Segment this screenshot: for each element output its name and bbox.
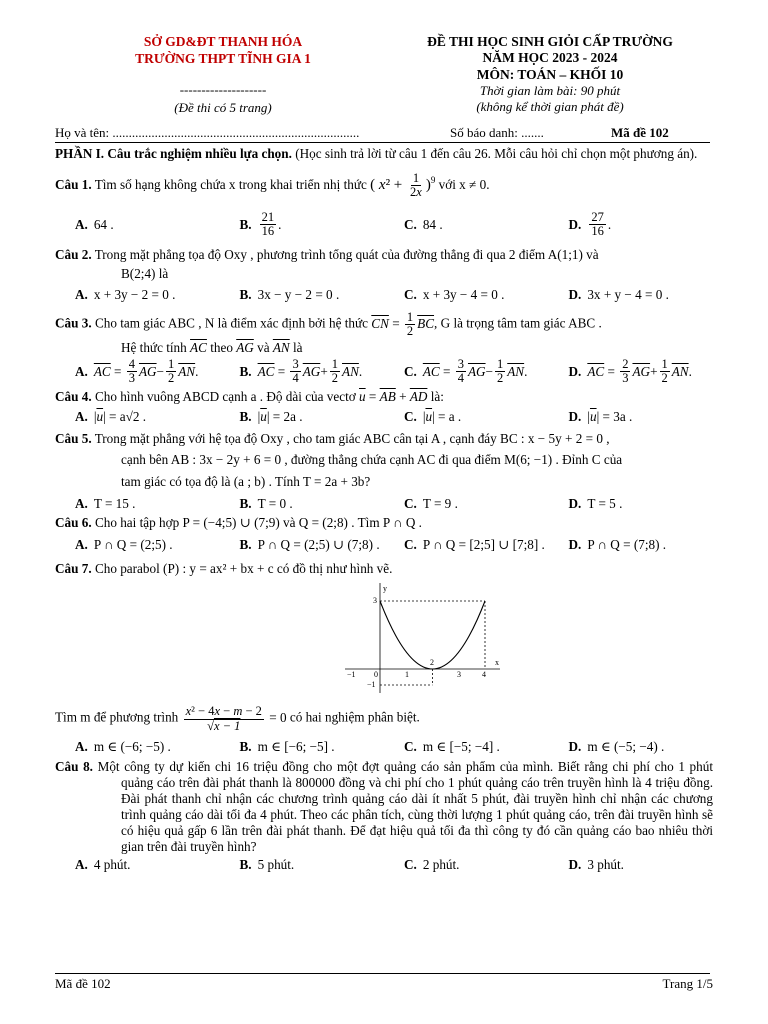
option-text: x + 3y − 4 = 0 . [422, 286, 505, 302]
part1-title: PHẦN I. Câu trắc nghiệm nhiều lựa chọn. [55, 146, 292, 161]
option-letter: B. [239, 495, 252, 511]
option-letter: A. [75, 286, 88, 302]
option-d[interactable]: D. $\overline{AC}$ = $\frac{2}{3}$ $\overline{AG}$ + $\frac{1}{2}$ $\overline{AN}$ . [568, 357, 692, 386]
question-label: Câu 6. [55, 515, 92, 531]
exam-content [55, 144, 713, 873]
option-letter: C. [404, 286, 417, 302]
question-label: Câu 8. [55, 758, 93, 774]
tick-x-3: 3 [457, 670, 461, 680]
option-text: m ∈ (−6; −5) . [93, 738, 171, 754]
question-text-tail: với x ≠ 0. [435, 177, 490, 193]
question-text: Cho hai tập hợp P = (−4;5) ∪ (7;9) và Q = (2;8) . Tìm P ∩ Q . [91, 515, 422, 531]
option-d[interactable] [549, 537, 714, 553]
question-8 [55, 759, 713, 856]
option-text: T = 15 . [93, 495, 136, 511]
option-d[interactable]: D. | $\overline{u}$ | = 3a . [568, 408, 633, 424]
relation-cn: $\overline{CN}$ = $\frac{1}{2}$ $\overline{BC}$ [371, 309, 435, 338]
option-b[interactable] [220, 739, 385, 755]
option-text: 4 phút. [93, 857, 131, 873]
option-a[interactable] [55, 537, 220, 553]
option-text: = a√2 . [109, 408, 147, 424]
question-4-options [55, 409, 713, 425]
option-text: = 3a . [602, 408, 633, 424]
option-c[interactable] [384, 496, 549, 512]
option-text: = a . [438, 408, 462, 424]
option-letter: A. [75, 537, 88, 553]
option-text: 3x − y − 2 = 0 . [257, 286, 340, 302]
option-letter: A. [75, 857, 88, 873]
subject: MÔN: TOÁN – KHỐI 10 [476, 66, 624, 82]
option-c[interactable] [384, 739, 549, 755]
question-text-line2: Hệ thức tính $\overline{AC}$ theo $\overline{AG}$ và $\overline{AN}$ là [121, 340, 303, 356]
option-text: P ∩ Q = (2;5) ∪ (7;8) . [257, 537, 380, 553]
option-b[interactable]: B. $\frac{21}{16}$ . [239, 210, 282, 239]
option-text: m ∈ (−5; −4) . [587, 738, 665, 754]
exam-time: Thời gian làm bài: 90 phút [479, 83, 621, 99]
option-b[interactable] [220, 496, 385, 512]
question-text: Cho parabol (P) : y = ax² + bx + c có đồ thị như hình vẽ. [91, 561, 393, 577]
exam-title: ĐỀ THI HỌC SINH GIỎI CẤP TRƯỜNG [427, 34, 673, 49]
text-part: và [257, 340, 270, 356]
option-letter: A. [75, 216, 88, 232]
footer-exam-code: Mã đề 102 [55, 976, 111, 991]
option-text: T = 5 . [587, 495, 623, 511]
option-c[interactable] [384, 857, 549, 873]
candidate-line [55, 125, 715, 143]
question-5 [55, 431, 713, 490]
option-d[interactable] [549, 739, 714, 755]
option-letter: A. [75, 363, 88, 379]
question-1 [55, 172, 713, 199]
question-5-options [55, 496, 713, 512]
question-text: Trong mặt phẳng với hệ tọa độ Oxy , cho tam giác ABC cân tại A , cạnh đáy BC : x − 5y + 2 = 0 , [91, 430, 610, 446]
school-name: TRƯỜNG THPT TĨNH GIA 1 [135, 51, 311, 67]
option-text: P ∩ Q = (7;8) . [587, 537, 667, 553]
option-c[interactable] [384, 537, 549, 553]
question-label: Câu 2. [55, 246, 92, 262]
tick-x-1: 1 [405, 670, 409, 680]
option-text: 3x + y − 4 = 0 . [587, 286, 669, 302]
part1-instructions: (Học sinh trả lời từ câu 1 đến câu 26. Mỗi câu hỏi chỉ chọn một phương án). [291, 146, 698, 161]
option-letter: D. [568, 537, 582, 553]
question-1-options [55, 211, 713, 238]
y-axis-label: y [383, 584, 387, 594]
option-c[interactable] [384, 217, 549, 233]
option-letter: B. [239, 363, 252, 379]
exam-code: Mã đề 102 [611, 125, 669, 140]
option-letter: A. [75, 408, 88, 424]
option-c[interactable] [384, 287, 549, 303]
option-b[interactable] [220, 537, 385, 553]
option-letter: B. [239, 857, 252, 873]
question-4 [55, 389, 713, 405]
option-letter: D. [568, 738, 582, 754]
question-label: Câu 4. [55, 389, 92, 405]
option-letter: D. [568, 286, 582, 302]
option-letter: C. [404, 537, 417, 553]
dept-name: SỞ GD&ĐT THANH HÓA [143, 34, 303, 49]
option-letter: D. [568, 408, 582, 424]
option-text: 3 phút. [587, 857, 624, 873]
header-dashes: -------------------- [179, 81, 267, 97]
question-label: Câu 1. [55, 177, 92, 193]
header-right [395, 34, 705, 115]
candidate-id-label: Số báo danh: ....... [450, 125, 544, 140]
question-3 [55, 311, 713, 356]
tick-y-3: 3 [373, 596, 377, 606]
text-part: Hệ thức tính [121, 340, 187, 356]
question-7-options [55, 739, 713, 755]
option-letter: D. [568, 363, 582, 379]
vector-u: $\overline{u} = \overline{AB} + \overline{AD}$ [359, 389, 428, 405]
option-letter: C. [404, 857, 417, 873]
question-text: Cho hình vuông ABCD cạnh a . Độ dài của vectơ [91, 389, 356, 405]
text-part: theo [210, 340, 233, 356]
question-8-options [55, 857, 713, 873]
question-label: Câu 5. [55, 430, 92, 446]
option-text: x + 3y − 2 = 0 . [93, 286, 176, 302]
question-text-line2: B(2;4) là [121, 265, 169, 281]
option-letter: B. [239, 537, 252, 553]
question-ask-tail: có hai nghiệm phân biệt. [286, 710, 420, 726]
question-ask: Tìm m để phương trình [55, 710, 179, 726]
option-b[interactable]: B. | $\overline{u}$ | = 2a . [239, 408, 303, 424]
option-text: = 2a . [272, 408, 303, 424]
option-text: m ∈ [−6; −5] . [257, 738, 335, 754]
option-text: T = 9 . [422, 495, 458, 511]
option-letter: B. [239, 738, 252, 754]
school-year: NĂM HỌC 2023 - 2024 [482, 50, 618, 66]
binomial-expression: ( x² + $\frac{1}{2x}$ )$^9$ [370, 171, 436, 200]
x-axis-label: x [495, 658, 499, 668]
question-text: Tìm số hạng không chứa x trong khai triển nhị thức [91, 177, 367, 193]
text-part: là [293, 340, 303, 356]
option-text: 64 . [93, 216, 114, 232]
footer-page-number: Trang 1/5 [662, 976, 713, 991]
option-a[interactable] [55, 217, 220, 233]
option-letter: A. [75, 495, 88, 511]
option-letter: C. [404, 216, 417, 232]
option-c[interactable]: C. | $\overline{u}$ | = a . [404, 408, 462, 424]
question-label: Câu 3. [55, 315, 92, 331]
option-b[interactable] [220, 857, 385, 873]
question-2-options [55, 287, 713, 303]
equation: $\frac{\text{x² − 4x − m − 2}}{√x - 1}$ = 0 [185, 704, 287, 733]
tick-x-0: 0 [374, 670, 378, 680]
option-d[interactable] [549, 857, 714, 873]
option-letter: A. [75, 738, 88, 754]
question-text-line3: tam giác có tọa độ là (a ; b) . Tính T = 2a + 3b? [121, 473, 371, 489]
option-letter: B. [239, 408, 252, 424]
option-letter: D. [568, 495, 582, 511]
option-a[interactable]: A. $\overline{AC}$ = $\frac{4}{3}$ $\overline{AG}$ − $\frac{1}{2}$ $\overline{AN}$ . [75, 357, 199, 386]
footer-rule [55, 973, 710, 974]
option-letter: D. [568, 857, 582, 873]
option-letter: C. [404, 738, 417, 754]
question-text-line2: cạnh bên AB : 3x − 2y + 6 = 0 , đường thẳng chứa cạnh AC đi qua điểm M(6; −1) . Đỉnh C của [121, 451, 623, 467]
option-c[interactable]: C. $\overline{AC}$ = $\frac{3}{4}$ $\overline{AG}$ − $\frac{1}{2}$ $\overline{AN}$ . [404, 357, 528, 386]
option-letter: C. [404, 495, 417, 511]
option-d[interactable] [549, 496, 714, 512]
option-text: 84 . [422, 216, 443, 232]
tick-x-neg1: −1 [347, 670, 356, 680]
option-text: P ∩ Q = [2;5] ∪ [7;8] . [422, 537, 545, 553]
option-letter: C. [404, 408, 417, 424]
tick-x-4: 4 [482, 670, 486, 680]
option-a[interactable]: A. | $\overline{u}$ | = a√2 . [75, 408, 147, 424]
question-7-ask [55, 705, 713, 732]
question-label: Câu 7. [55, 561, 92, 577]
option-text: 5 phút. [257, 857, 295, 873]
parabola-graph [345, 581, 505, 693]
option-letter: B. [239, 216, 252, 232]
option-letter: B. [239, 286, 252, 302]
tick-x-2: 2 [430, 658, 434, 668]
option-letter: C. [404, 363, 417, 379]
option-text: P ∩ Q = (2;5) . [93, 537, 173, 553]
question-text-mid: , G là trọng tâm tam giác ABC . [434, 315, 602, 331]
option-a[interactable] [55, 287, 220, 303]
part1-heading [55, 146, 713, 162]
question-text: Cho tam giác ABC , N là điểm xác định bởi hệ thức [91, 315, 368, 331]
option-text: 2 phút. [422, 857, 460, 873]
option-d[interactable]: D. $\frac{27}{16}$ . [568, 210, 612, 239]
question-7 [55, 561, 713, 577]
option-text: T = 0 . [257, 495, 293, 511]
question-2 [55, 247, 713, 282]
candidate-name-label: Họ và tên: ............................................................................ [55, 125, 360, 140]
question-text: Một công ty dự kiến chi 16 triệu đồng cho một đợt quảng cáo sản phẩm của mình. Biết rằng chi phí cho 1 phút quảng cáo trên đài phát thanh là 800000 đồng và chi phí cho 1 phút quảng cáo trên truyền hình là 4 triệu đồng. Đài phát thanh chỉ nhận các chương trình quảng cáo dài ít nhất 5 phút, đài truyền hình chỉ nhận các chương trình quảng cáo dài tối đa 4 phút. Theo các phân tích, cùng thời lượng 1 phút quảng cáo, trên đài truyền hình sẽ có hiệu quả gấp 6 lần trên đài phát thanh. Để đạt hiệu quả tối đa thì công ty đó cần quảng cáo bao nhiêu thời gian trên đài truyền hình? [92, 758, 714, 855]
option-a[interactable] [55, 496, 220, 512]
option-a[interactable] [55, 739, 220, 755]
option-b[interactable]: B. $\overline{AC}$ = $\frac{3}{4}$ $\overline{AG}$ + $\frac{1}{2}$ $\overline{AN}$ . [239, 357, 363, 386]
option-letter: D. [568, 216, 582, 232]
option-b[interactable] [220, 287, 385, 303]
question-text: Trong mặt phẳng tọa độ Oxy , phương trình tổng quát của đường thẳng đi qua 2 điểm A(1;1) và [91, 246, 599, 262]
tick-y-neg1: −1 [367, 680, 376, 690]
header-rule [55, 142, 710, 143]
option-d[interactable] [549, 287, 714, 303]
option-a[interactable] [55, 857, 220, 873]
question-6 [55, 515, 713, 531]
question-6-options [55, 537, 713, 553]
question-text-tail: là: [427, 389, 444, 405]
pages-note: (Đề thi có 5 trang) [174, 99, 272, 115]
header-left [98, 34, 348, 116]
option-text: m ∈ [−5; −4] . [422, 738, 500, 754]
exam-time-note: (không kể thời gian phát đề) [476, 99, 624, 115]
question-3-options [55, 358, 713, 385]
